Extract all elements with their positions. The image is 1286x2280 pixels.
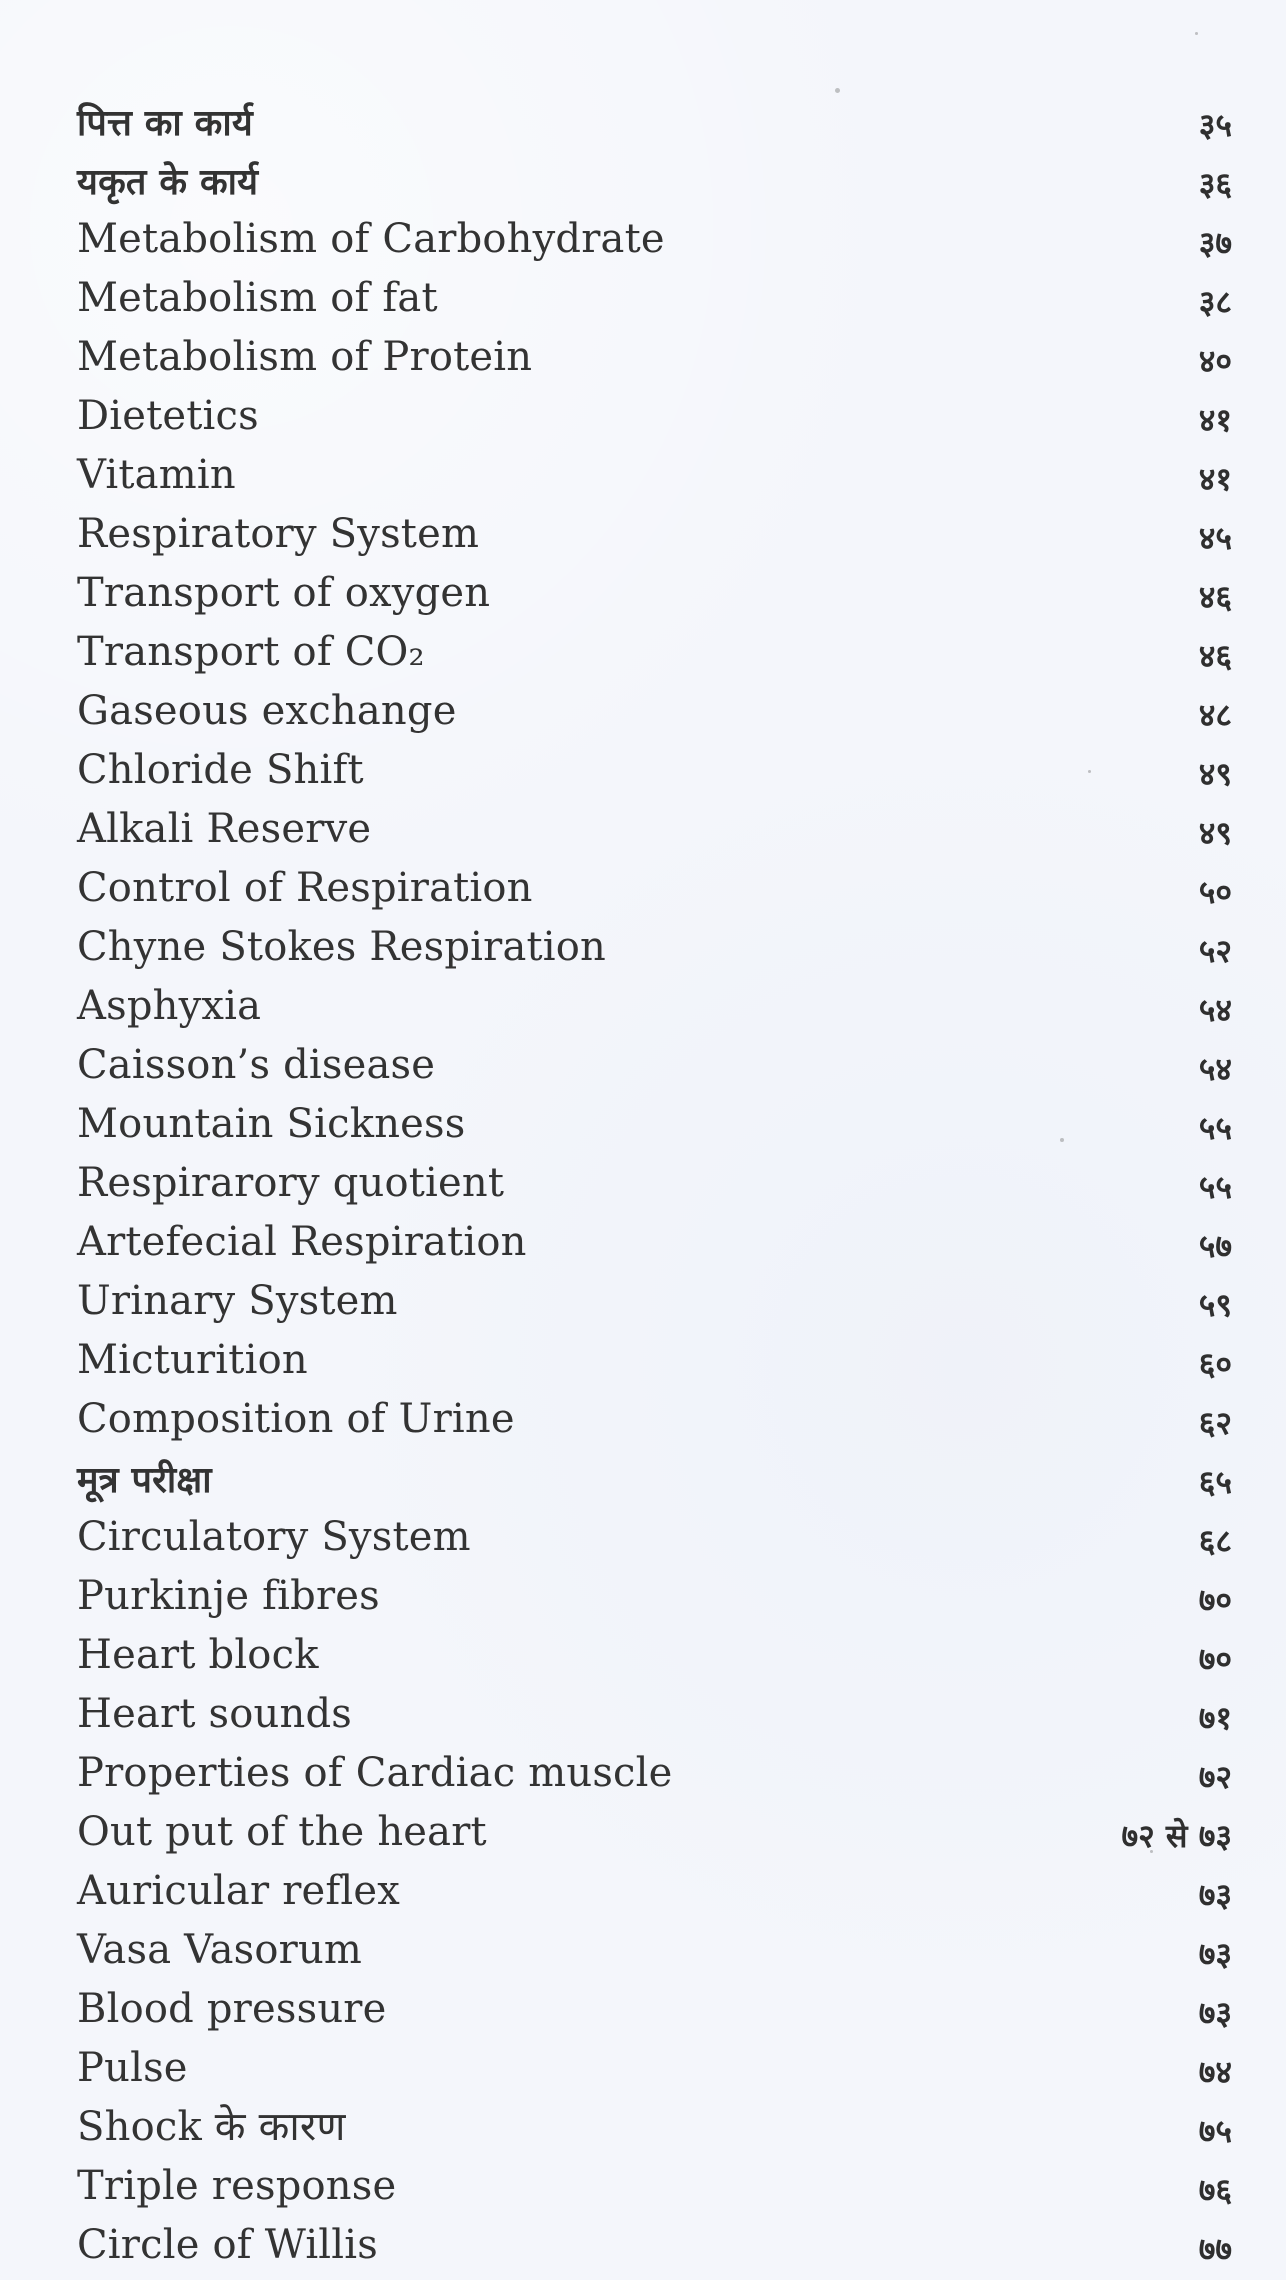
- toc-entry: [52, 387, 1232, 446]
- toc-entry: [52, 1980, 1232, 2039]
- toc-title: Respiratory System: [77, 511, 480, 557]
- toc-page-number: ५५: [1198, 1109, 1232, 1147]
- toc-page-number: ३६: [1198, 165, 1232, 203]
- toc-title: Caisson’s disease: [77, 1042, 436, 1088]
- toc-page-number: ४६: [1198, 637, 1232, 675]
- toc-entry: [52, 1862, 1232, 1921]
- toc-page-number: ५४: [1198, 991, 1232, 1029]
- toc-title: Triple response: [77, 2163, 397, 2209]
- toc-page-number: ७२: [1198, 1758, 1232, 1796]
- toc-entry: [52, 2216, 1232, 2275]
- toc-entry: [52, 1331, 1232, 1390]
- toc-page-number: ४५: [1198, 519, 1232, 557]
- toc-title: Pulse: [77, 2045, 188, 2091]
- toc-title: Metabolism of Protein: [77, 334, 533, 380]
- toc-title: Dietetics: [77, 393, 259, 439]
- toc-entry: [52, 1036, 1232, 1095]
- toc-entry: [52, 1272, 1232, 1331]
- toc-entry: [52, 918, 1232, 977]
- toc-entry: [52, 1626, 1232, 1685]
- toc-title: Respirarory quotient: [77, 1160, 505, 1206]
- toc-entry: [52, 564, 1232, 623]
- toc-page-number: ४०: [1198, 342, 1232, 380]
- toc-title: Micturition: [77, 1337, 308, 1383]
- toc-page-number: ७५: [1198, 2112, 1232, 2150]
- toc-entry: [52, 446, 1232, 505]
- toc-entry: [52, 1390, 1232, 1449]
- toc-entry: [52, 741, 1232, 800]
- toc-entry: [52, 1213, 1232, 1272]
- toc-entry: [52, 977, 1232, 1036]
- toc-entry: [52, 1567, 1232, 1626]
- toc-page-number: ७३: [1198, 1876, 1232, 1914]
- toc-page-number: ७१: [1198, 1699, 1232, 1737]
- toc-page-number: ४९: [1198, 814, 1232, 852]
- toc-title: Alkali Reserve: [77, 806, 372, 852]
- toc-title: Properties of Cardiac muscle: [77, 1750, 673, 1796]
- toc-page-number: ३५: [1198, 106, 1232, 144]
- toc-page-number: ४१: [1198, 460, 1232, 498]
- toc-entry: [52, 1449, 1232, 1508]
- toc-entry: [52, 328, 1232, 387]
- toc-page-number: ५०: [1198, 873, 1232, 911]
- toc-title: Purkinje fibres: [77, 1573, 380, 1619]
- toc-page-number: ४१: [1198, 401, 1232, 439]
- toc-title: Chyne Stokes Respiration: [77, 924, 607, 970]
- toc-entry: [52, 1803, 1232, 1862]
- toc-page-number: ७२ से ७३: [1121, 1817, 1232, 1855]
- toc-title: Mountain Sickness: [77, 1101, 466, 1147]
- toc-page-number: ५२: [1198, 932, 1232, 970]
- toc-page-number: ७३: [1198, 1994, 1232, 2032]
- toc-entry: [52, 2157, 1232, 2216]
- toc-title: Metabolism of fat: [77, 275, 438, 321]
- toc-page-number: ६५: [1198, 1463, 1232, 1501]
- toc-entry: [52, 269, 1232, 328]
- toc-title: Urinary System: [77, 1278, 398, 1324]
- toc-page-number: ३७: [1198, 224, 1232, 262]
- toc-title: Vasa Vasorum: [77, 1927, 363, 1973]
- toc-entry: [52, 682, 1232, 741]
- toc-title: Heart sounds: [77, 1691, 352, 1737]
- toc-title: Transport of CO₂: [77, 629, 425, 675]
- toc-entry: [52, 800, 1232, 859]
- toc-page-number: ७०: [1198, 1581, 1232, 1619]
- toc-title: Metabolism of Carbohydrate: [77, 216, 665, 262]
- toc-page-number: ७७: [1198, 2230, 1232, 2268]
- toc-entry: [52, 210, 1232, 269]
- toc-page-number: ४९: [1198, 755, 1232, 793]
- toc-page-number: ४६: [1198, 578, 1232, 616]
- toc-page-number: ७०: [1198, 1640, 1232, 1678]
- toc-title: Asphyxia: [77, 983, 262, 1029]
- toc-title: Gaseous exchange: [77, 688, 457, 734]
- toc-entry: [52, 1685, 1232, 1744]
- toc-entry: [52, 1154, 1232, 1213]
- toc-title: Transport of oxygen: [77, 570, 491, 616]
- toc-title: Heart block: [77, 1632, 319, 1678]
- toc-page-number: ६०: [1198, 1345, 1232, 1383]
- toc-page-number: ६२: [1198, 1404, 1232, 1442]
- toc-title: Control of Respiration: [77, 865, 533, 911]
- toc-entry: [52, 151, 1232, 210]
- toc-title: Circle of Willis: [77, 2222, 379, 2268]
- toc-title: यकृत के कार्य: [77, 162, 259, 203]
- toc-entry: [52, 1095, 1232, 1154]
- toc-page-number: ७३: [1198, 1935, 1232, 1973]
- toc-title: Artefecial Respiration: [77, 1219, 527, 1265]
- toc-entry: [52, 1921, 1232, 1980]
- toc-entry: [52, 2098, 1232, 2157]
- toc-title: Auricular reflex: [77, 1868, 401, 1914]
- toc-title: Shock के कारण: [77, 2104, 346, 2150]
- toc-title: Chloride Shift: [77, 747, 364, 793]
- print-speck: [1195, 32, 1198, 35]
- toc-title: Vitamin: [77, 452, 236, 498]
- toc-page-number: ३८: [1198, 283, 1232, 321]
- toc-title: Composition of Urine: [77, 1396, 515, 1442]
- toc-entry: [52, 92, 1232, 151]
- toc-entry: [52, 2039, 1232, 2098]
- toc-page-number: ५५: [1198, 1168, 1232, 1206]
- toc-entry: [52, 1744, 1232, 1803]
- toc-page-number: ५४: [1198, 1050, 1232, 1088]
- toc-page-number: ५९: [1198, 1286, 1232, 1324]
- toc-title: Out put of the heart: [77, 1809, 487, 1855]
- toc-title: Blood pressure: [77, 1986, 387, 2032]
- toc-entry: [52, 1508, 1232, 1567]
- table-of-contents: [52, 92, 1232, 2275]
- toc-page-number: ५७: [1198, 1227, 1232, 1265]
- toc-page-number: ६८: [1198, 1522, 1232, 1560]
- toc-page-number: ४८: [1198, 696, 1232, 734]
- toc-title: Circulatory System: [77, 1514, 471, 1560]
- toc-entry: [52, 859, 1232, 918]
- toc-page-number: ७४: [1198, 2053, 1232, 2091]
- toc-entry: [52, 505, 1232, 564]
- toc-title: पित्त का कार्य: [77, 103, 253, 144]
- toc-page-number: ७६: [1198, 2171, 1232, 2209]
- toc-entry: [52, 623, 1232, 682]
- toc-title: मूत्र परीक्षा: [77, 1460, 212, 1501]
